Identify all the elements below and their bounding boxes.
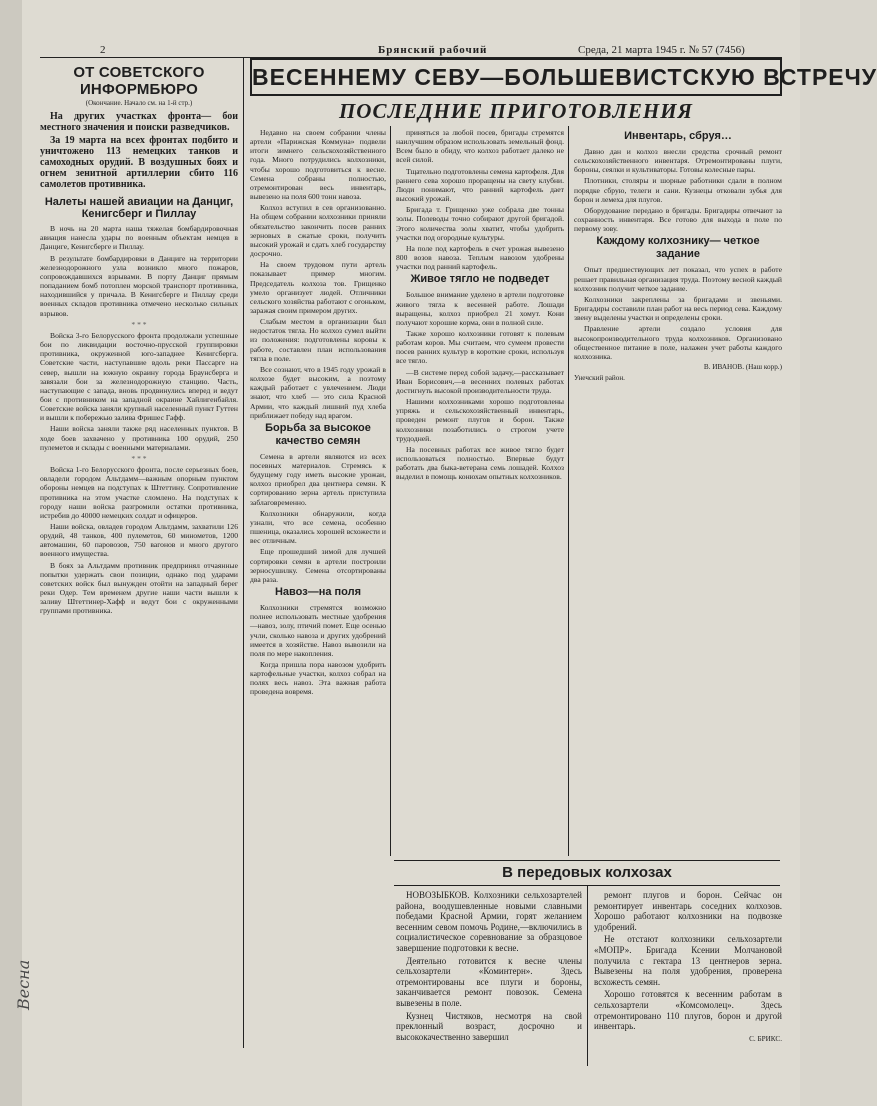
paragraph: Плотники, столяры и шорные работники сдали в полном порядке сбрую, телеги и сани. Кузнецы отковали зубья для борон и лемеха для плугов. [574,176,782,204]
paragraph: Также хорошо колхозники готовят к полевым работам коров. Мы считаем, что сумеем провести посев ранних культур в короткие сроки, используя все тягло. [396,328,564,366]
paragraph: приняться за любой посев, бригады стремятся наилучшим образом использовать земельный фонд. Всем было в обиду, что колхоз работает далеко не всей силой. [396,128,564,165]
paragraph: Войска 1-го Белорусского фронта, после серьезных боев, овладели городом Альтдамм—важным опорным пунктом обороны немцев на подступах к Штеттину. Сопротивление противника на этом участке сломлено. На подступах к городу наши войска разгромили остатки противника, истребив до 40000 немецких солдат и офицеров. [40,465,238,520]
binding-margin [0,0,22,1106]
handwritten-note: Весна [14,959,33,1010]
author-location: Унечский район. [574,374,625,383]
banner-subheadline: ПОСЛЕДНИЕ ПРИГОТОВЛЕНИЯ [338,99,694,123]
article-title: ОТ СОВЕТСКОГО ИНФОРМБЮРО [73,64,205,98]
author-signature: С. БРИКС. [749,1034,782,1043]
section-heading: Каждому колхознику— четкое задание [596,235,760,261]
section-heading: Борьба за высокое качество семян [265,421,371,447]
paragraph: На посевных работах все живое тягло будет использоваться полностью. Впервые будут работать два быка-ветерана семь лошадей. Колхоз выделил в помощь конюхам опытных колхозников. [396,444,564,482]
lede-paragraph: На других участках фронта— бои местного значения и поиски разведчиков. [40,111,238,134]
paragraph: Оборудование передано в бригады. Бригадиры отвечают за сохранность инвентаря. Все готово для выхода в поле по первому зову. [574,205,782,234]
lede-paragraph: За 19 марта на всех фронтах подбито и уничтожено 113 немецких танков и самоходных орудий. В воздушных боях и огнем зенитной артиллерии сбито 116 самолетов противника. [40,135,238,191]
paragraph: Слабым местом в организации был недостаток тягла. Но колхоз сумел выйти из положения: подготовлены коровы к работе, составлен план использования тягла в поле. [250,317,386,363]
paragraph: Колхозники обнаружили, когда узнали, что все семена, особенно пшеница, оказались хорошей всхожести и вес отличным. [250,508,386,546]
paragraph: Наши войска, овладев городом Альтдамм, захватили 126 орудий, 48 танков, 400 пулеметов, 60 минометов, 1200 автомашин, 60 паровозов, 750 вагонов и много другого военного имущества. [40,522,238,559]
paragraph: Нашими колхозниками хорошо подготовлены упряжь и сельскохозяйственный инвентарь, проведен ремонт плугов и борон. Также колхозники позаботились о строгом учете трудодней. [396,397,564,443]
paragraph: В боях за Альтдамм противник предпринял отчаянные попытки удержать свои позиции, однако под ударами советских войск был вынужден отойти на западный берег реки Одер. Тем временем другие наши части вышли к заливу Штеттинер-Хафф и ведут бои с окруженными группами противника. [40,560,238,616]
banner-headline: ВЕСЕННЕМУ СЕВУ—БОЛЬШЕВИСТСКУЮ ВСТРЕЧУ [250,58,782,96]
paragraph: Кузнец Чистяков, несмотря на свой преклонный возраст, досрочно и высококачественно завершил [396,1010,582,1042]
section-heading: Налеты нашей авиации на Данциг, Кенигсберг и Пиллау [44,196,234,221]
paragraph: Не отстают колхозники сельхозартели «МОПР». Бригада Ксении Молчановой получила с гектара 13 центнеров зерна. Вывезены на поля удобрения, проверена всхожесть семян. [594,934,782,987]
paragraph: ремонт плугов и борон. Сейчас он ремонтирует инвентарь соседних колхозов. Хорошо работают колхозники на подвозке удобрений. [594,890,782,932]
paragraph: Правление артели создало условия для высокопроизводительного труда колхозников. Организовано общественное питание в поле, налажен учет работы каждого колхозника. [574,324,782,361]
author-signature: В. ИВАНОВ. (Наш корр.) [703,362,782,371]
column-inventory [574,128,782,856]
separator: * * * [131,453,147,463]
paragraph: Хорошо готовятся к весенним работам в сельхозартели «Комсомолец». Здесь отремонтировано 110 плугов, борон и другой инвентарь. [594,989,782,1032]
paragraph: Когда пришла пора навозом удобрить картофельные участки, колхоз собрал на полях весь навоз. Эта важная работа проведена вовремя. [250,659,386,697]
column-sovinformbureau [40,62,238,1062]
column-rule [568,126,569,856]
page-number: 2 [100,44,106,56]
column-rule [243,58,244,1048]
paragraph: Колхозники стремятся возможно полнее использовать местные удобрения—навоз, золу, птичий помет. Еще осенью учли, сколько навоза и других удобрений имеется в хозяйстве. Навоз вывозили на поля по мере накопления. [250,603,386,658]
section-heading: Навоз—на поля [274,586,362,599]
section-heading: Инвентарь, сбруя… [624,130,732,142]
article-subtitle: (Окончание. Начало см. на 1-й стр.) [85,99,193,107]
paragraph: Войска 3-го Белорусского фронта продолжали успешные бои по ликвидации восточно-прусской группировки противника, окруженной юго-западнее Кенигсберга. Советские части, наступавшие вдоль реки Пассарге на север, вышли на южную окраину города Браунсберга и завязали бои за железнодорожную станцию. Часть, наступающие с запада, вновь продвинулись вперед и ведут бои с противником на западной окраине Хайлигенбайля. Советские войска заняли крупный населенный пункт Гуттен и вышли к побережью залива Фришес Гафф. [40,330,238,423]
separator: * * * [131,319,147,329]
paragraph: Деятельно готовится к весне члены сельхозартели «Коминтерн». Здесь отремонтированы все плуги и бороны, заканчивается ремонт повозок. Семена вывезены в поле. [396,955,582,1008]
newspaper-title: Брянский рабочий [378,44,488,56]
paragraph: Наши войска заняли также ряд населенных пунктов. В ходе боев захвачено у противника 100 орудий, 250 пулеметов и склады с военными материалами. [40,424,238,452]
section-heading: Живое тягло не подведет [410,273,550,286]
paragraph: Недавно на своем собрании члены артели «Парижская Коммуна» подвели итоги зимнего сельскохозяйственного года. Много потрудились колхозники, чтобы хорошо подготовиться к весне. Семена собраны полностью, отремонтирован весь инвентарь, вывезено на поля 600 тонн навоза. [250,128,386,202]
column-rule [390,126,391,856]
paragraph: Большое внимание уделено в артели подготовке живого тягла к весенней работе. Лошади выращены, колхоз приобрел 21 хомут. Кони получают хорошие корма, они в полной силе. [396,290,564,327]
paragraph: Еще прошедший зимой для лучшей сортировки семян в артели построили зерносушилку. Семена отсортированы два раза. [250,547,386,584]
paragraph: Опыт предшествующих лет показал, что успех в работе решает правильная организация труда. Поэтому весной каждый колхозник получит четкое задание. [574,265,782,293]
paragraph: Давно дан и колхоз внесли средства срочный ремонт сельскохозяйственного инвентаря. Отремонтированы плуги, бороны, сеялки и культиваторы. Готовы колесные пары. [574,147,782,175]
paragraph: В ночь на 20 марта наша тяжелая бомбардировочная авиация нанесла удары по военным объектам немцев в Данциге, Кенигсберге и Пиллау. [40,224,238,252]
paragraph: На своем трудовом пути артель показывает пример многим. Председатель колхоза тов. Грищенко умело организует людей. Отличники сельского хозяйства работают с огоньком, заражая своим примером других. [250,260,386,315]
column-artel [250,128,386,856]
paragraph: Колхоз вступил в сев организованно. На общем собрании колхозники приняли обязательство закончить посев ранних зерновых в сжатые сроки, получить высокий урожай и сдать хлеб государству досрочно. [250,203,386,259]
dateline: Среда, 21 марта 1945 г. № 57 (7456) [578,44,745,56]
column-rule [587,886,588,1066]
paragraph: НОВОЗЫБКОВ. Колхозники сельхозартелей района, воодушевленные новыми славными победами Красной Армии, горят желанием весенним севом помочь Родине,—включились в социалистическое соревнование за образцовое завершение подготовки к весне. [396,890,582,953]
paragraph: Семена в артели являются из всех посевных материалов. Стремясь к будущему году иметь высокие урожаи, колхоз приобрел два центнера семян. К сортированию зерна артель приступила заблаговременно. [250,451,386,507]
bottom-column-a [396,890,582,1068]
paragraph: Тщательно подготовлены семена картофеля. Для раннего сева хорошо проращены на свету клубни. Люди понимают, что ранний картофель дает высокий урожай. [396,166,564,204]
paragraph: На поле под картофель в счет урожая вывезено 800 возов навоза. Теплым навозом удобрены участки под ранний картофель. [396,243,564,272]
column-tyaglo [396,128,564,856]
paragraph: Все сознают, что в 1945 году урожай в колхозе будет высоким, а поэтому каждый работает с увлечением. Люди знают, что хлеб — это сила Красной Армии, что каждый лишний пуд хлеба приближает победу над врагом. [250,364,386,420]
paragraph: Колхозники закреплены за бригадами и звеньями. Бригадиры составили план работ на весь период сева. Каждому звену выделены участки и определены сроки. [574,294,782,323]
paragraph: Бригада т. Грищенко уже собрала две тонны золы. Полеводы точно собирают другой бригадой. Этого количества золы хватит, чтобы удобрить участки под огородные культуры. [396,205,564,242]
bottom-column-b [594,890,782,1068]
paragraph: —В системе перед собой задачу,—рассказывает Иван Борисович,—в весенних полевых работах достигнуть высокой производительности труда. [396,367,564,395]
bottom-section-title: В передовых колхозах [394,860,780,886]
paragraph: В результате бомбардировки в Данциге на территории железнодорожного узла возникло много пожаров, сопровождавшихся взрывами. В порту Данциг прямым попаданием бомб потоплен морской транспорт противника, находившийся у причала. В Кенигсберге и Пиллау среди военных складов противника отмечено несколько сильных взрывов. [40,253,238,318]
